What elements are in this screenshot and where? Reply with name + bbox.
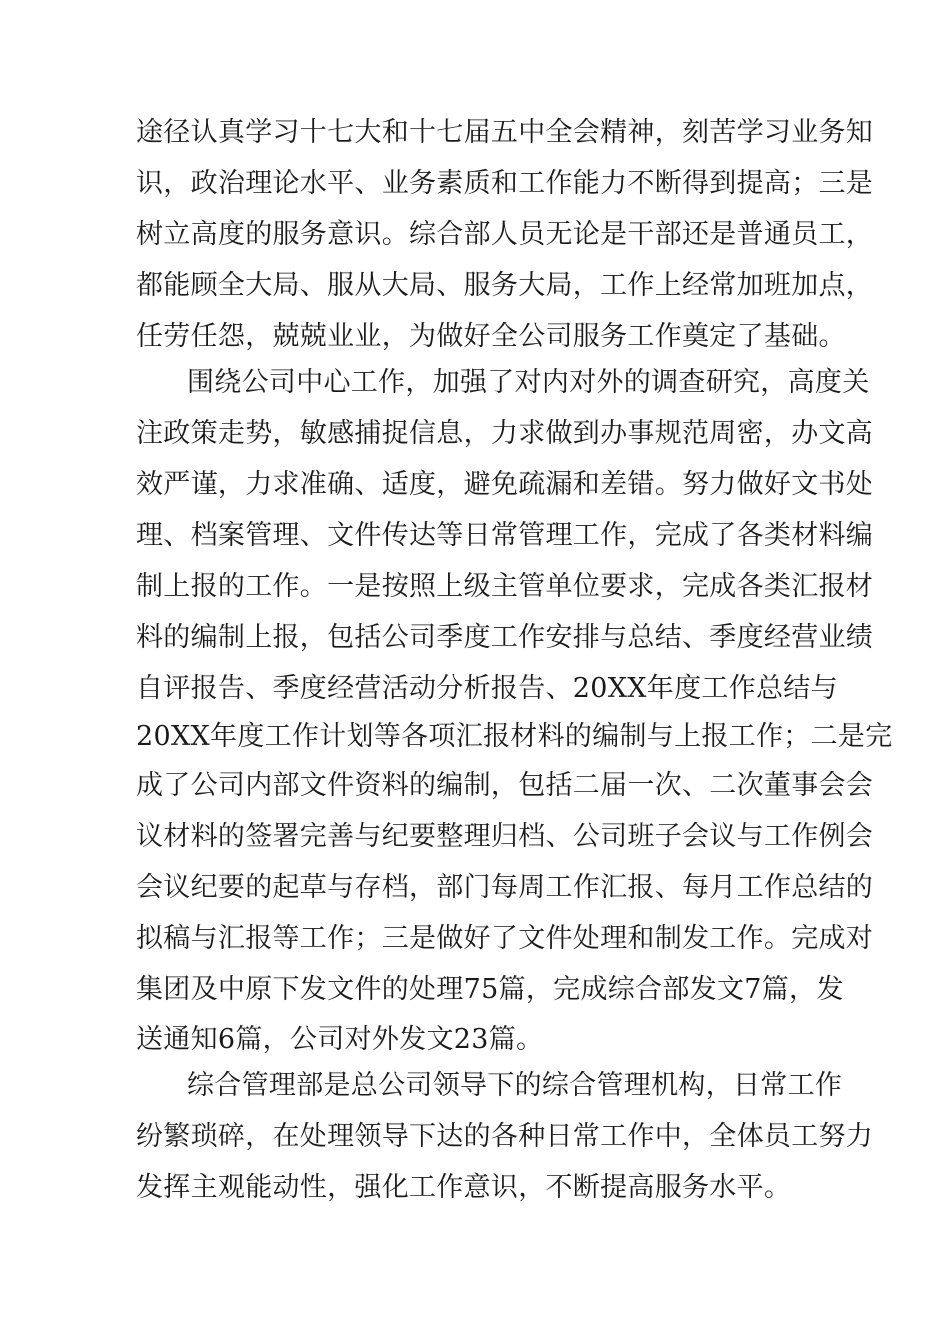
text-line: 议材料的签署完善与纪要整理归档、公司班子会议与工作例会: [136, 821, 874, 852]
text-line: 途径认真学习十七大和十七届五中全会精神，刻苦学习业务知: [136, 117, 874, 148]
text-line: 会议纪要的起草与存档，部门每周工作汇报、每月工作总结的: [136, 872, 874, 903]
text-line: 集团及中原下发文件的处理75篇，完成综合部发文7篇，发: [136, 974, 844, 1005]
text-line: 自评报告、季度经营活动分析报告、20XX年度工作总结与: [136, 673, 838, 704]
text-line: 理、档案管理、文件传达等日常管理工作，完成了各类材料编: [136, 520, 874, 551]
text-line: 20XX年度工作计划等各项汇报材料的编制与上报工作；二是完: [136, 721, 893, 752]
text-line: 拟稿与汇报等工作；三是做好了文件处理和制发工作。完成对: [136, 923, 874, 954]
text-line: 纷繁琐碎，在处理领导下达的各种日常工作中，全体员工努力: [136, 1121, 874, 1152]
text-line: 送通知6篇，公司对外发文23篇。: [136, 1024, 544, 1055]
text-line: 效严谨，力求准确、适度，避免疏漏和差错。努力做好文书处: [136, 469, 874, 500]
paragraph-first-line: 综合管理部是总公司领导下的综合管理机构，日常工作: [187, 1070, 843, 1101]
text-line: 识，政治理论水平、业务素质和工作能力不断得到提高；三是: [136, 168, 874, 199]
text-line: 任劳任怨，兢兢业业，为做好全公司服务工作奠定了基础。: [136, 321, 846, 352]
text-line: 料的编制上报，包括公司季度工作安排与总结、季度经营业绩: [136, 622, 874, 653]
paragraph-first-line: 围绕公司中心工作，加强了对内对外的调查研究，高度关: [187, 367, 870, 398]
text-line: 发挥主观能动性，强化工作意识，不断提高服务水平。: [136, 1172, 792, 1203]
text-line: 树立高度的服务意识。综合部人员无论是干部还是普通员工，: [136, 219, 874, 250]
text-line: 制上报的工作。一是按照上级主管单位要求，完成各类汇报材: [136, 571, 874, 602]
text-line: 都能顾全大局、服从大局、服务大局，工作上经常加班加点，: [136, 270, 874, 301]
text-line: 成了公司内部文件资料的编制，包括二届一次、二次董事会会: [136, 770, 874, 801]
text-line: 注政策走势，敏感捕捉信息，力求做到办事规范周密，办文高: [136, 418, 874, 449]
